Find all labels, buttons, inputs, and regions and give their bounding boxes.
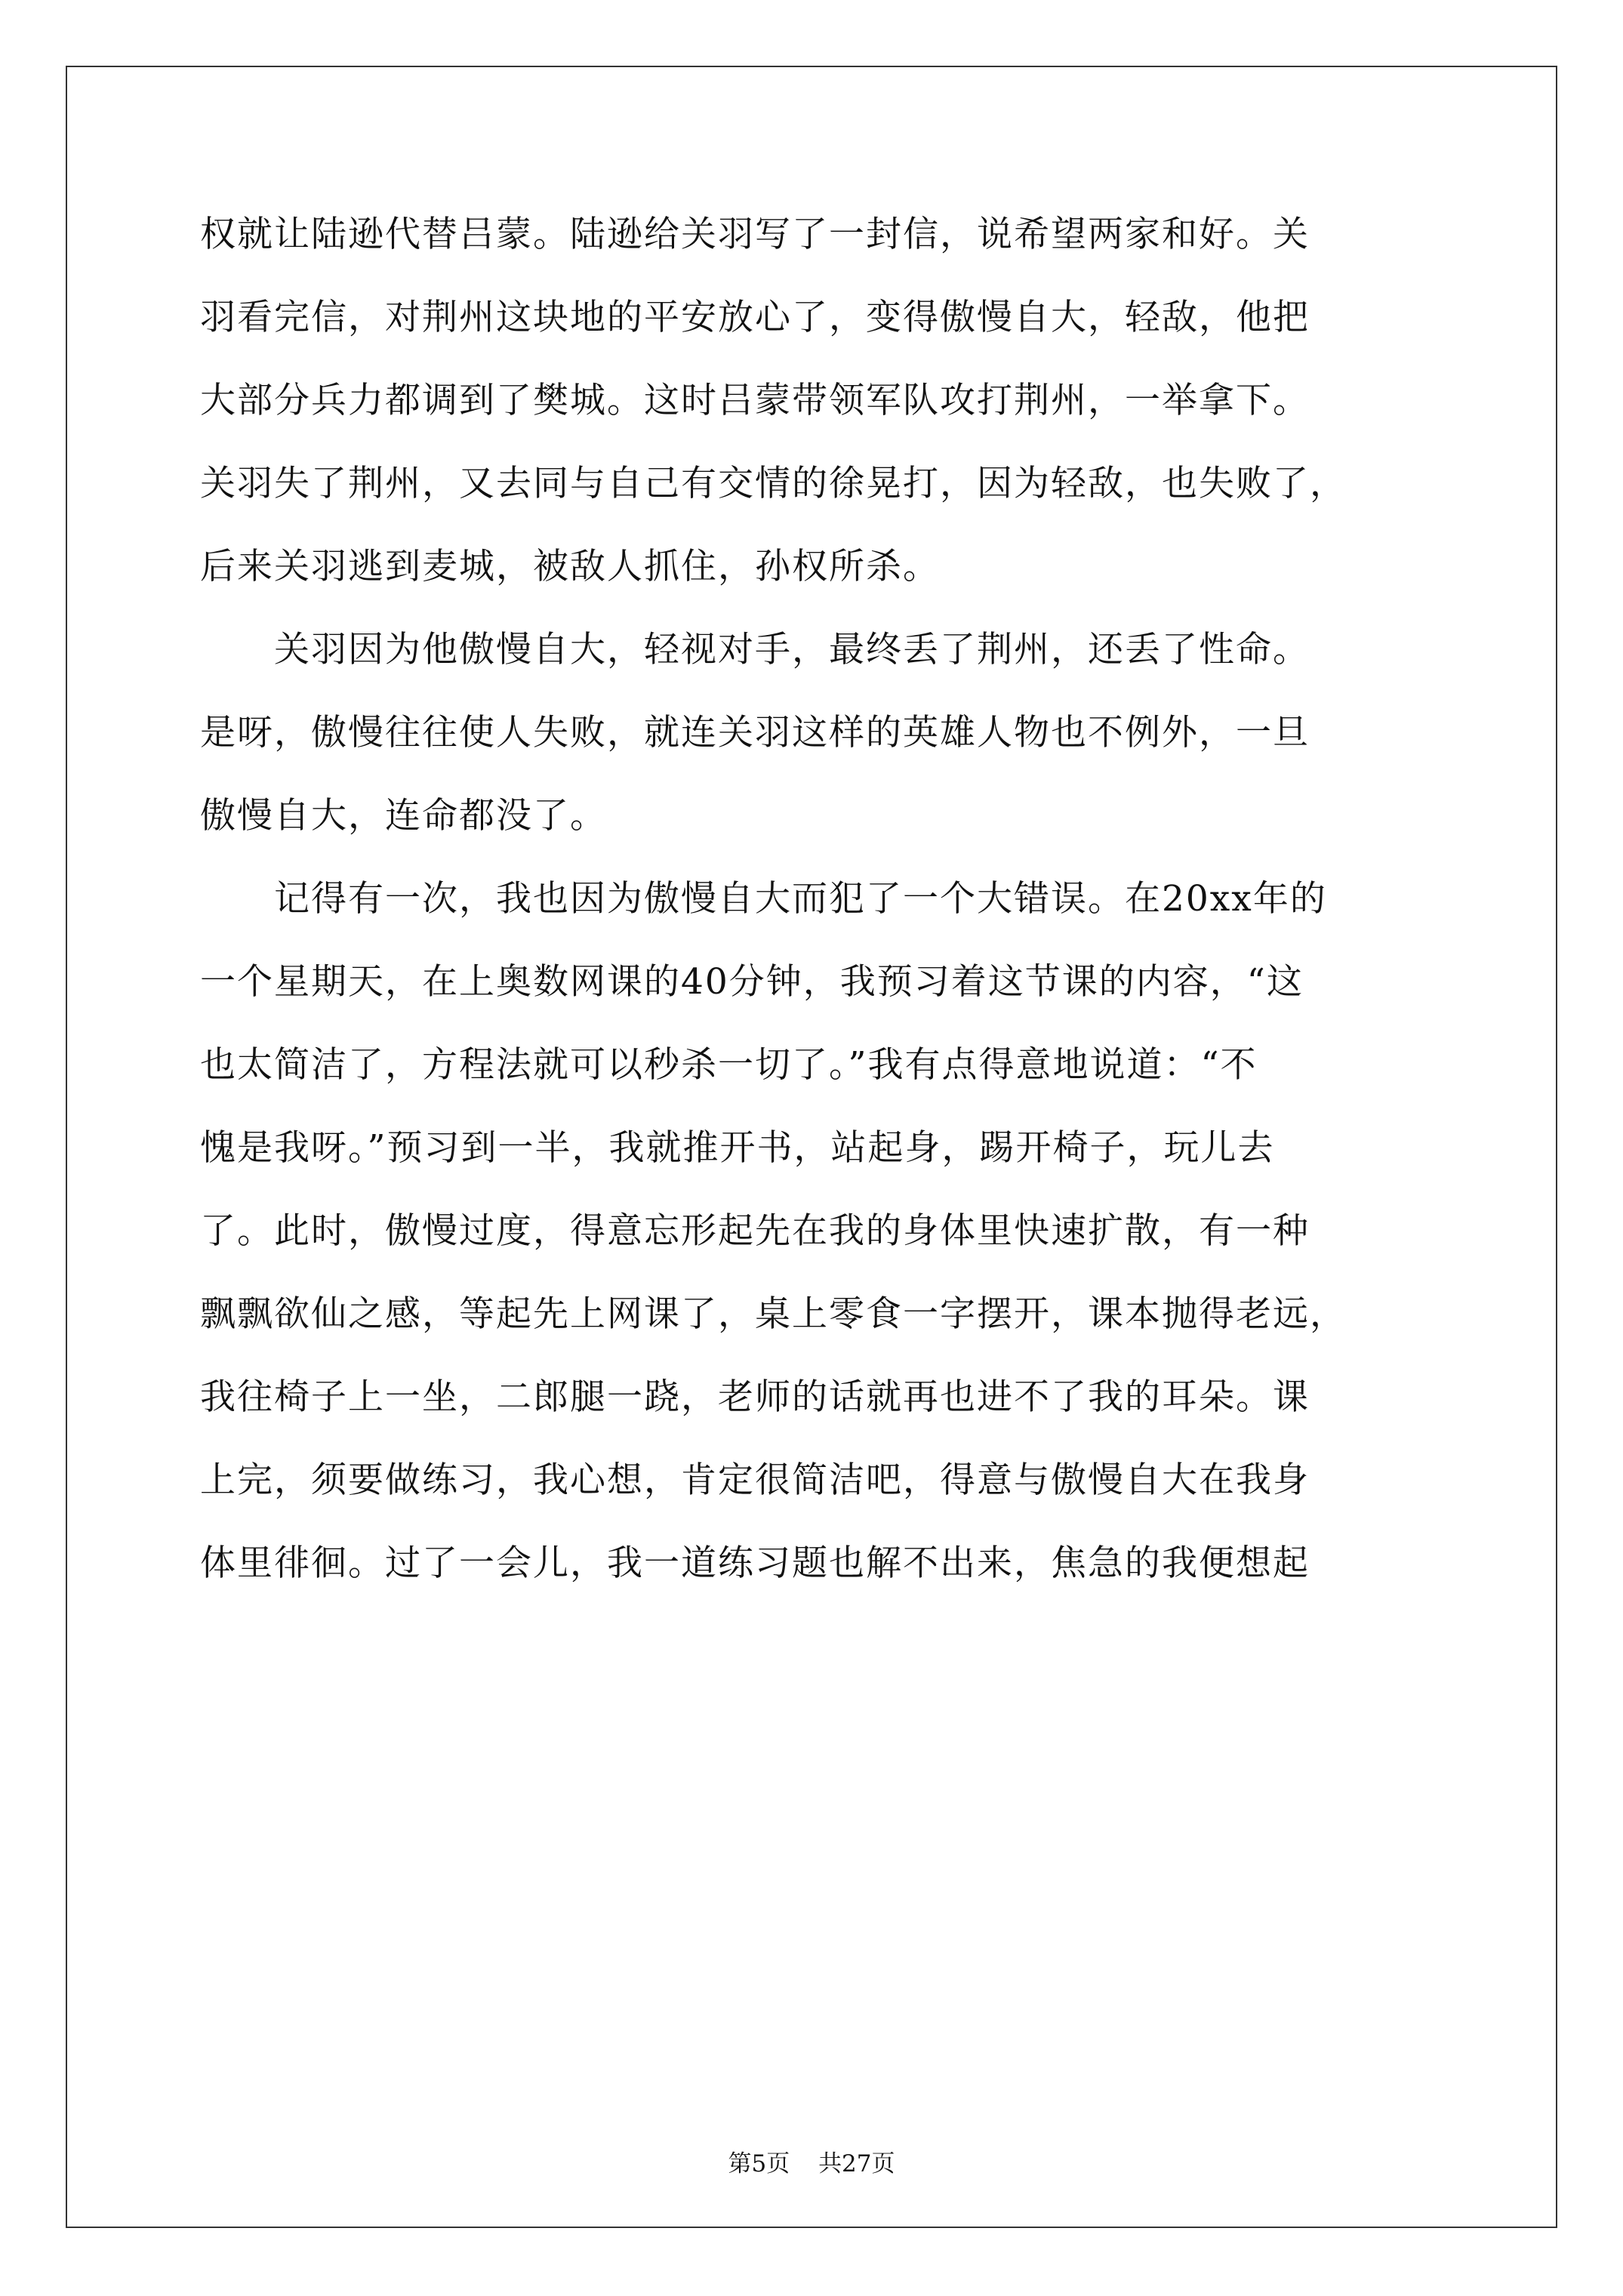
text-line: 愧是我呀。”预习到一半，我就推开书，站起身，踢开椅子，玩儿去 [200, 1127, 1275, 1169]
text-line: 傲慢自大，连命都没了。 [200, 795, 607, 837]
text-line: 也太简洁了，方程法就可以秒杀一切了。”我有点得意地说道：“不 [200, 1044, 1258, 1086]
text-line: 记得有一次，我也因为傲慢自大而犯了一个大错误。在20xx年的 [200, 878, 1327, 920]
text-line: 飘飘欲仙之感，等起先上网课了，桌上零食一字摆开，课本抛得老远， [200, 1293, 1347, 1335]
text-line: 羽看完信，对荆州这块地的平安放心了，变得傲慢自大，轻敌，他把 [200, 297, 1310, 338]
page-total: 共27页 [818, 2150, 895, 2177]
text-line: 后来关羽逃到麦城，被敌人抓住，孙权所杀。 [200, 546, 940, 587]
text-line: 关羽失了荆州，又去同与自己有交情的徐晃打，因为轻敌，也失败了， [200, 463, 1347, 504]
text-line: 体里徘徊。过了一会儿，我一道练习题也解不出来，焦急的我便想起 [200, 1542, 1310, 1584]
text-line: 权就让陆逊代替吕蒙。陆逊给关羽写了一封信，说希望两家和好。关 [200, 214, 1310, 255]
text-line: 关羽因为他傲慢自大，轻视对手，最终丢了荆州，还丢了性命。 [200, 629, 1310, 670]
text-line: 了。此时，傲慢过度，得意忘形起先在我的身体里快速扩散，有一种 [200, 1210, 1310, 1252]
page-footer [0, 2150, 1623, 2177]
text-line: 我往椅子上一坐，二郎腿一跷，老师的话就再也进不了我的耳朵。课 [200, 1376, 1310, 1418]
text-line: 大部分兵力都调到了樊城。这时吕蒙带领军队攻打荆州，一举拿下。 [200, 380, 1310, 421]
document-body [200, 210, 1431, 1622]
text-line: 一个星期天，在上奥数网课的40分钟，我预习着这节课的内容，“这 [200, 961, 1304, 1003]
page-number: 第5页 [728, 2150, 790, 2177]
text-line: 是呀，傲慢往往使人失败，就连关羽这样的英雄人物也不例外，一旦 [200, 712, 1310, 754]
text-line: 上完，须要做练习，我心想，肯定很简洁吧，得意与傲慢自大在我身 [200, 1459, 1310, 1501]
